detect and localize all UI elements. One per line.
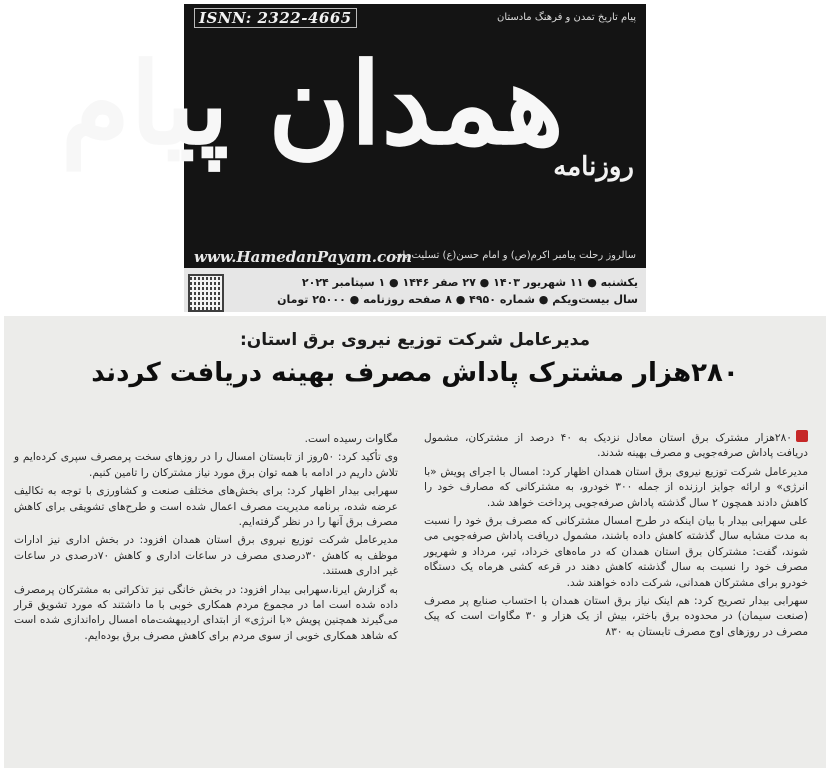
red-bullet-icon bbox=[796, 430, 808, 442]
masthead-info bbox=[228, 274, 638, 308]
masthead-tagline: پیام تاریخ تمدن و فرهنگ مادستان bbox=[497, 12, 636, 23]
article-column-right bbox=[424, 430, 808, 643]
qr-code-icon bbox=[188, 274, 224, 312]
article-paragraph: وی تأکید کرد: ۵۰روز از تابستان امسال را در روزهای سخت پرمصرف سپری کرده‌ایم و تلاش داریم در ادامه با همه توان برق مورد نیاز مشترکان را تامین کنیم. bbox=[14, 451, 398, 479]
newspaper-masthead bbox=[60, 4, 646, 312]
article-column-left bbox=[14, 432, 398, 647]
news-article bbox=[4, 316, 826, 768]
condolence-note: سالروز رحلت پیامبر اکرم(ص) و امام حسن(ع) تسلیت باد. bbox=[394, 250, 636, 261]
article-headline: ۲۸۰هزار مشترک پاداش مصرف بهینه دریافت کردند bbox=[91, 358, 739, 388]
masthead-banner bbox=[60, 4, 646, 268]
article-paragraph: به گزارش ایرنا،سهرابی بیدار افزود: در بخش خانگی نیز تذکراتی به مشترکان پرمصرف داده شده است اما در مجموع مردم همکاری خوبی با ما داشتند که مورد تشویق قرار می‌گیرند همچنین پویش «با انرژی» از ابتدای اردیبهشت‌ماه امسال راه‌اندازی شده است که شاهد همکاری خوبی از سوی مردم برای کاهش مصرف برق بوده‌ایم. bbox=[14, 583, 398, 642]
article-paragraph bbox=[424, 430, 808, 462]
issn-label: ISNN: 2322-4665 bbox=[194, 8, 357, 28]
article-paragraph: مدیرعامل شرکت توزیع نیروی برق استان همدان اظهار کرد: امسال با اجرای پویش «با انرژی» و ارائه جوایز ارزنده از جمله ۳۰۰ خودرو، به مشترکانی که مصارف خود را کاهش دادند همچون ۲ سال گذشته پاداش صرفه‌جویی پرداخت خواهد شد. bbox=[424, 465, 809, 509]
newspaper-prefix: روزنامه bbox=[553, 152, 634, 182]
paragraph-text: ۲۸۰هزار مشترک برق استان معادل نزدیک به ۴۰ درصد از مشترکان، مشمول دریافت پاداش صرفه‌جویی و مصرف بهینه شدند. bbox=[424, 432, 808, 460]
article-paragraph: سهرابی بیدار اظهار کرد: برای بخش‌های مختلف صنعت و کشاورزی با توجه به تکالیف عرضه شده، برنامه مدیریت مصرف اعمال شده است و طرح‌های تشویقی برای کاهش مصرف برق آنها را در نظر گرفته‌ایم. bbox=[14, 485, 398, 529]
article-paragraph: مگاوات رسیده است. bbox=[304, 433, 398, 445]
article-paragraph: علی سهرابی بیدار با بیان اینکه در طرح امسال مشترکانی که مصرف برق خود را نسبت به مدت مشابه سال گذشته کاهش داده باشند، مشمول دریافت پاداش صرفه‌جویی می شوند، گفت: مشترکان برق استان همدان که در ماه‌های خرداد، تیر، مرداد و شهریور مصرف خود را نسبت به سال گذشته کاهش دهند در قرعه کشی هرماه یک دستگاه خودرو برای مشترکان همدانی، شرکت داده خواهند شد. bbox=[424, 515, 808, 589]
website-url: www.HamedanPayam.com bbox=[194, 248, 413, 266]
article-paragraph: مدیرعامل شرکت توزیع نیروی برق استان همدان افزود: در بخش اداری نیز ادارات موظف به کاهش ۳۰درصدی مصرف در ساعات اداری و کاهش ۷۰درصدی در ساعات غیر اداری هستند. bbox=[14, 534, 398, 578]
newspaper-logo: همدان پیام bbox=[60, 39, 564, 170]
article-kicker: مدیرعامل شرکت توزیع نیروی برق استان: bbox=[240, 330, 590, 350]
article-paragraph: سهرابی بیدار تصریح کرد: هم اینک نیاز برق استان همدان با احتساب صنایع پر مصرف (صنعت سیمان) در محدوده برق باختر، بیش از یک هزار و ۳۰ مگاوات است که پیک مصرف در روزهای اوج مصرف تابستان به ۸۳۰ bbox=[424, 595, 808, 638]
date-line: یکشنبه ● ۱۱ شهریور ۱۴۰۳ ● ۲۷ صفر ۱۴۴۶ ● ۱ سپتامبر ۲۰۲۴ bbox=[301, 276, 638, 289]
issue-line: سال بیست‌ویکم ● شماره ۴۹۵۰ ● ۸ صفحه روزنامه ● ۲۵۰۰۰ تومان bbox=[277, 293, 638, 306]
